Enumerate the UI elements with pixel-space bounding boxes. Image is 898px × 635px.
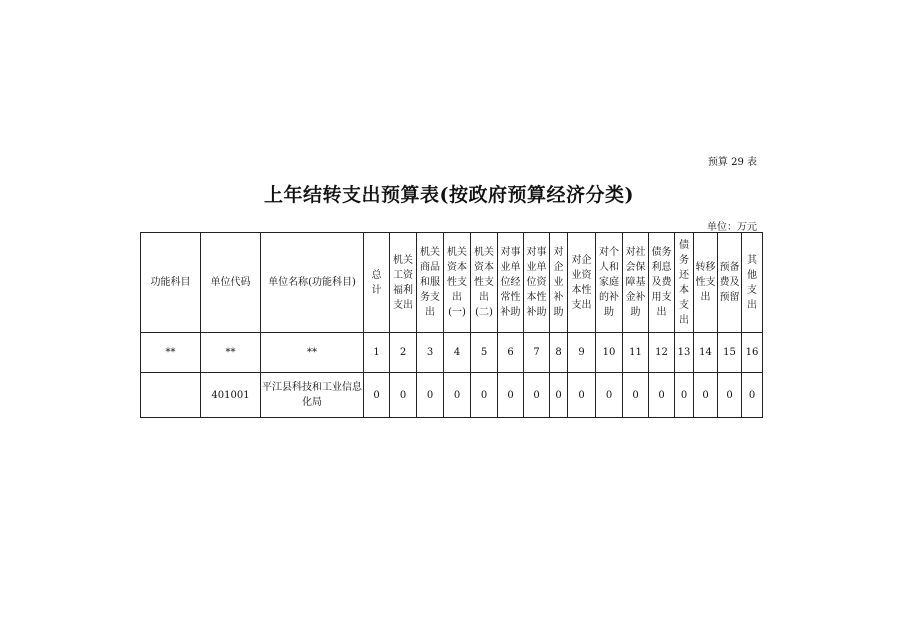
column-header: 预备费及预留 (718, 233, 742, 333)
header-row (141, 233, 763, 333)
column-code: 4 (444, 333, 471, 373)
table-row (141, 373, 763, 418)
column-code: 16 (742, 333, 763, 373)
value-cell: 0 (568, 373, 596, 418)
column-header: 机关工资福利支出 (390, 233, 417, 333)
column-header: 转移性支出 (694, 233, 718, 333)
column-header: 债务还本支出 (675, 233, 694, 333)
value-cell: 0 (444, 373, 471, 418)
value-cell: 0 (524, 373, 550, 418)
value-cell: 0 (718, 373, 742, 418)
column-code: ** (261, 333, 364, 373)
column-code: 2 (390, 333, 417, 373)
column-header: 机关资本性支出(二) (471, 233, 498, 333)
column-code: 10 (596, 333, 623, 373)
value-cell: 0 (649, 373, 675, 418)
value-cell: 0 (742, 373, 763, 418)
column-header: 功能科目 (141, 233, 201, 333)
column-code: 12 (649, 333, 675, 373)
value-cell: 0 (623, 373, 649, 418)
column-header: 债务利息及费用支出 (649, 233, 675, 333)
column-code: 11 (623, 333, 649, 373)
column-code: ** (201, 333, 261, 373)
column-code: 15 (718, 333, 742, 373)
value-cell: 0 (596, 373, 623, 418)
column-code: 3 (417, 333, 444, 373)
column-header: 单位名称(功能科目) (261, 233, 364, 333)
column-header: 对企业资本性支出 (568, 233, 596, 333)
value-cell: 0 (471, 373, 498, 418)
column-header: 对事业单位资本性补助 (524, 233, 550, 333)
function-subject-cell (141, 373, 201, 418)
column-header: 机关商品和服务支出 (417, 233, 444, 333)
value-cell: 0 (675, 373, 694, 418)
value-cell: 0 (550, 373, 568, 418)
budget-table (140, 232, 763, 418)
column-code: 1 (364, 333, 390, 373)
column-header: 总计 (364, 233, 390, 333)
column-header: 对事业单位经常性补助 (498, 233, 524, 333)
column-code: 6 (498, 333, 524, 373)
value-cell: 0 (364, 373, 390, 418)
column-header: 机关资本性支出(一) (444, 233, 471, 333)
column-code: 13 (675, 333, 694, 373)
column-code-row (141, 333, 763, 373)
page-title: 上年结转支出预算表(按政府预算经济分类) (264, 184, 634, 206)
value-cell: 0 (390, 373, 417, 418)
column-header: 其他支出 (742, 233, 763, 333)
column-header: 对社会保障基金补助 (623, 233, 649, 333)
column-code: 9 (568, 333, 596, 373)
column-header: 对个人和家庭的补助 (596, 233, 623, 333)
column-header: 对企业补助 (550, 233, 568, 333)
column-code: 8 (550, 333, 568, 373)
column-code: 14 (694, 333, 718, 373)
column-header: 单位代码 (201, 233, 261, 333)
value-cell: 0 (694, 373, 718, 418)
unit-name-cell: 平江县科技和工业信息化局 (261, 373, 364, 418)
form-number: 预算 29 表 (707, 157, 757, 168)
column-code: 5 (471, 333, 498, 373)
column-code: 7 (524, 333, 550, 373)
unit-label: 单位：万元 (707, 222, 757, 233)
value-cell: 0 (417, 373, 444, 418)
unit-code-cell: 401001 (201, 373, 261, 418)
column-code: ** (141, 333, 201, 373)
value-cell: 0 (498, 373, 524, 418)
